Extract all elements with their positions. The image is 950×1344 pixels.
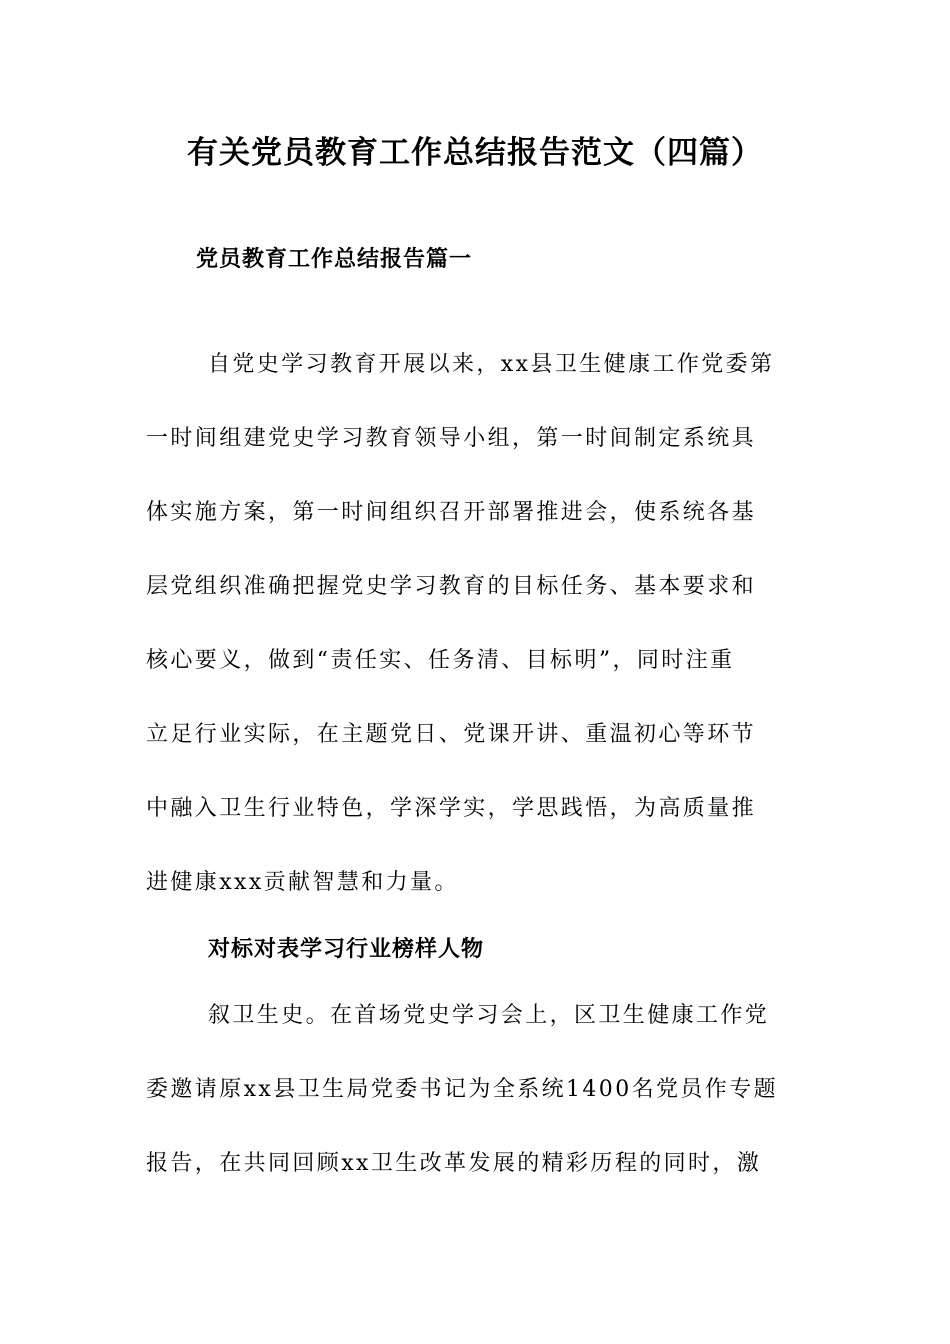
paragraph-line: 进健康xxx贡献智慧和力量。 [146, 870, 459, 895]
paragraph-line: 层党组织准确把握党史学习教育的目标任务、基本要求和 [146, 574, 757, 599]
document-title: 有关党员教育工作总结报告范文（四篇） [187, 135, 763, 171]
section-heading: 党员教育工作总结报告篇一 [196, 247, 473, 272]
paragraph-line: 中融入卫生行业特色，学深学实，学思践悟，为高质量推 [146, 796, 757, 821]
paragraph-line: 自党史学习教育开展以来，xx县卫生健康工作党委第 [208, 352, 775, 377]
paragraph-line: 立足行业实际，在主题党日、党课开讲、重温初心等环节 [146, 722, 757, 747]
paragraph-line: 一时间组建党史学习教育领导小组，第一时间制定系统具 [146, 426, 757, 451]
sub-heading: 对标对表学习行业榜样人物 [208, 937, 485, 962]
paragraph-line: 核心要义，做到“责任实、任务清、目标明”，同时注重 [146, 648, 735, 673]
paragraph-line: 体实施方案，第一时间组织召开部署推进会，使系统各基 [146, 500, 757, 525]
paragraph-line: 报告，在共同回顾xx卫生改革发展的精彩历程的同时，激 [146, 1151, 762, 1176]
paragraph-line: 委邀请原xx县卫生局党委书记为全系统1400名党员作专题 [146, 1077, 779, 1102]
paragraph-line: 叙卫生史。在首场党史学习会上，区卫生健康工作党 [208, 1003, 770, 1028]
